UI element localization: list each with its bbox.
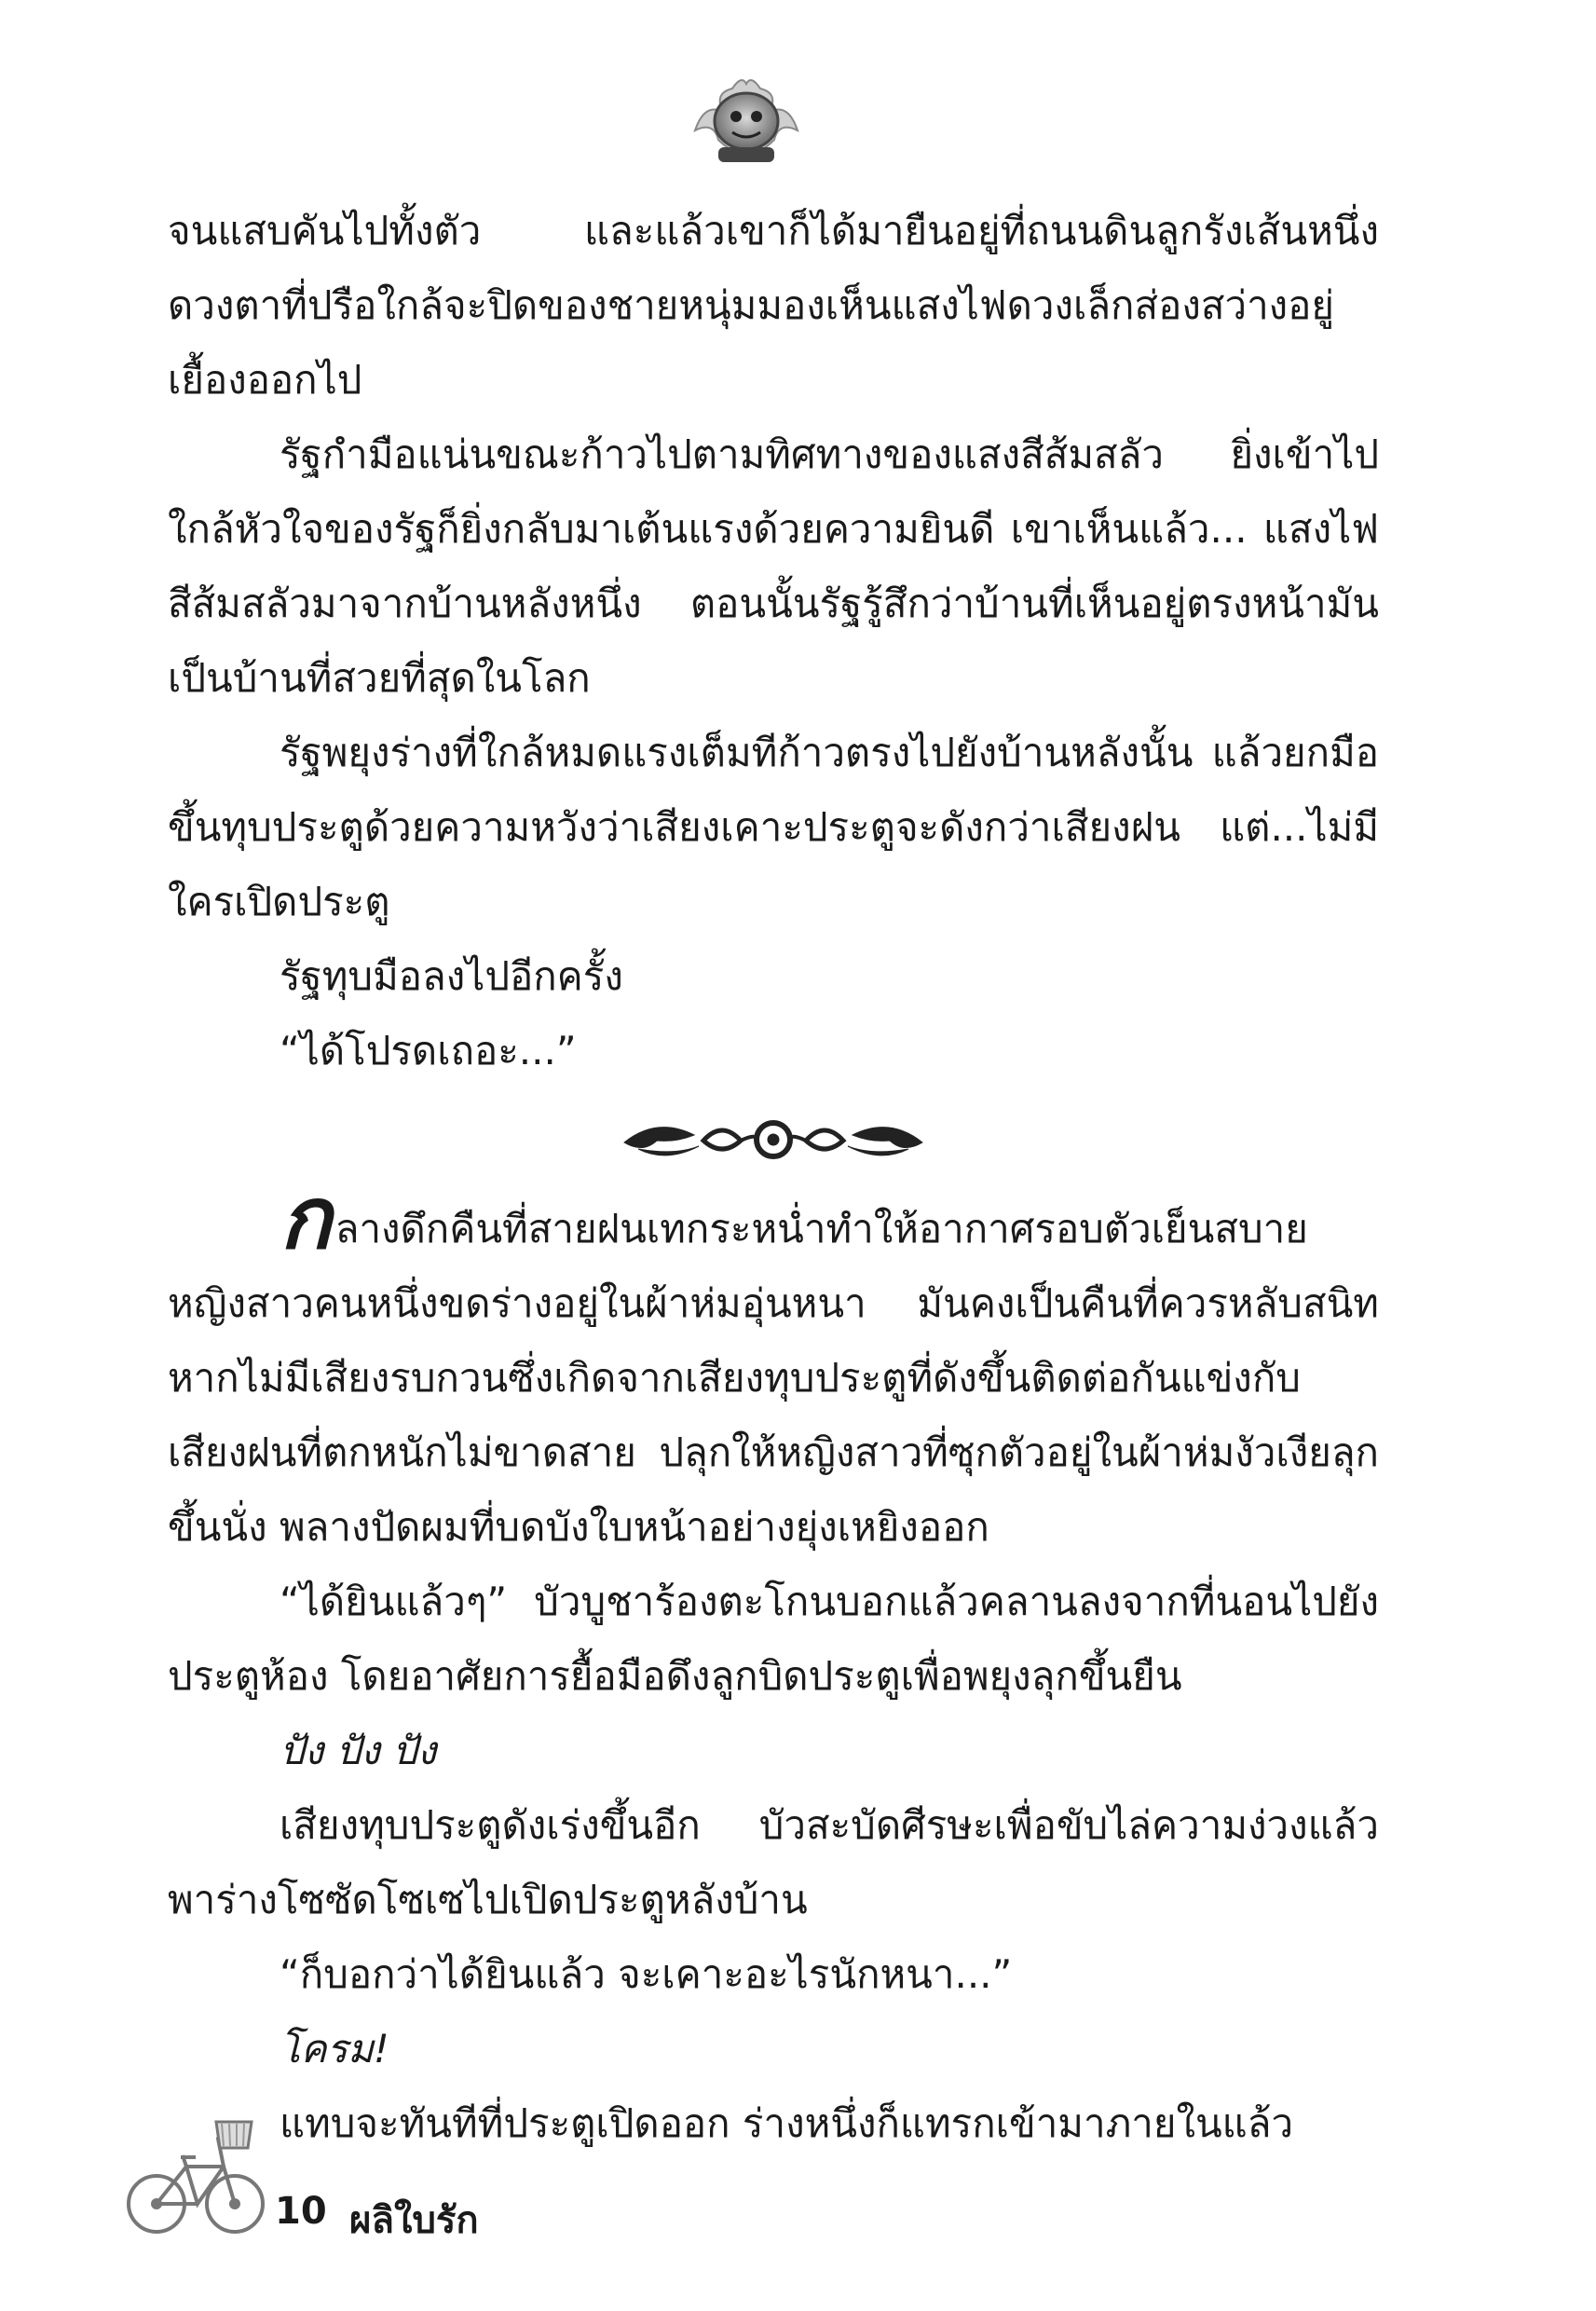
bicycle-icon	[121, 2101, 270, 2246]
page-number: 10	[275, 2190, 327, 2233]
floral-divider-icon	[620, 1107, 927, 1172]
page-footer	[121, 2101, 773, 2260]
section-divider	[168, 1088, 1379, 1191]
paragraph: รัฐกำมือแน่นขณะก้าวไปตามทิศทางของแสงสีส้มสลัว ยิ่งเข้าไปใกล้หัวใจของรัฐก็ยิ่งกลับมาเต้นแรงด้วยความยินดี เขาเห็นแล้ว... แสงไฟสีส้มสลัวมาจากบ้านหลังหนึ่ง ตอนนั้นรัฐรู้สึกว่าบ้านที่เห็นอยู่ตรงหน้ามันเป็นบ้านที่สวยที่สุดในโลก	[168, 431, 1379, 701]
publisher-emblem-icon	[686, 65, 807, 177]
paragraph: รัฐพยุงร่างที่ใกล้หมดแรงเต็มทีก้าวตรงไปยังบ้านหลังนั้น แล้วยกมือขึ้นทุบประตูด้วยความหวังว่าเสียงเคาะประตูจะดังกว่าเสียงฝน แต่...ไม่มีใครเปิดประตู	[168, 730, 1379, 924]
sound-effect: ปัง ปัง ปัง	[280, 1728, 437, 1773]
body-text	[168, 194, 1379, 2161]
paragraph: เสียงทุบประตูดังเร่งขึ้นอีก บัวสะบัดศีรษะเพื่อขับไล่ความง่วงแล้วพาร่างโซซัดโซเซไปเปิดประตูหลังบ้าน	[168, 1802, 1379, 1922]
running-title: ผลิใบรัก	[349, 2199, 479, 2242]
paragraph-text: ลางดึกคืนที่สายฝนเทกระหน่ำทำให้อากาศรอบตัวเย็นสบาย หญิงสาวคนหนึ่งขดร่างอยู่ในผ้าห่มอุ่นหนา มันคงเป็นคืนที่ควรหลับสนิท หากไม่มีเสียงรบกวนซึ่งเกิดจากเสียงทุบประตูที่ดังขึ้นติดต่อกันแข่งกับเสียงฝนที่ตกหนักไม่ขาดสาย ปลุกให้หญิงสาวที่ซุกตัวอยู่ในผ้าห่มงัวเงียลุกขึ้นนั่ง พลางปัดผมที่บดบังใบหน้าอย่างยุ่งเหยิงออก	[168, 1206, 1379, 1550]
paragraph: แทบจะทันทีที่ประตูเปิดออก ร่างหนึ่งก็แทรกเข้ามาภายในแล้ว	[280, 2100, 1294, 2146]
dialogue-line: “ก็บอกว่าได้ยินแล้ว จะเคาะอะไรนักหนา...”	[280, 1951, 1013, 1997]
paragraph-with-dropcap	[168, 1169, 1379, 1565]
sound-effect: โครม!	[280, 2026, 389, 2072]
paragraph: จนแสบคันไปทั้งตัว และแล้วเขาก็ได้มายืนอยู่ที่ถนนดินลูกรังเส้นหนึ่ง ดวงตาที่ปรือใกล้จะปิดของชายหนุ่มมองเห็นแสงไฟดวงเล็กส่องสว่างอยู่เยื้องออกไป	[168, 208, 1379, 403]
drop-cap: ก	[280, 1169, 332, 1268]
paragraph: รัฐทุบมือลงไปอีกครั้ง	[280, 953, 623, 999]
dialogue-line: “ได้โปรดเถอะ...”	[280, 1028, 577, 1073]
paragraph: “ได้ยินแล้วๆ” บัวบูชาร้องตะโกนบอกแล้วคลานลงจากที่นอนไปยังประตูห้อง โดยอาศัยการยื้อมือดึงลูกบิดประตูเพื่อพยุงลุกขึ้นยืน	[168, 1579, 1379, 1699]
